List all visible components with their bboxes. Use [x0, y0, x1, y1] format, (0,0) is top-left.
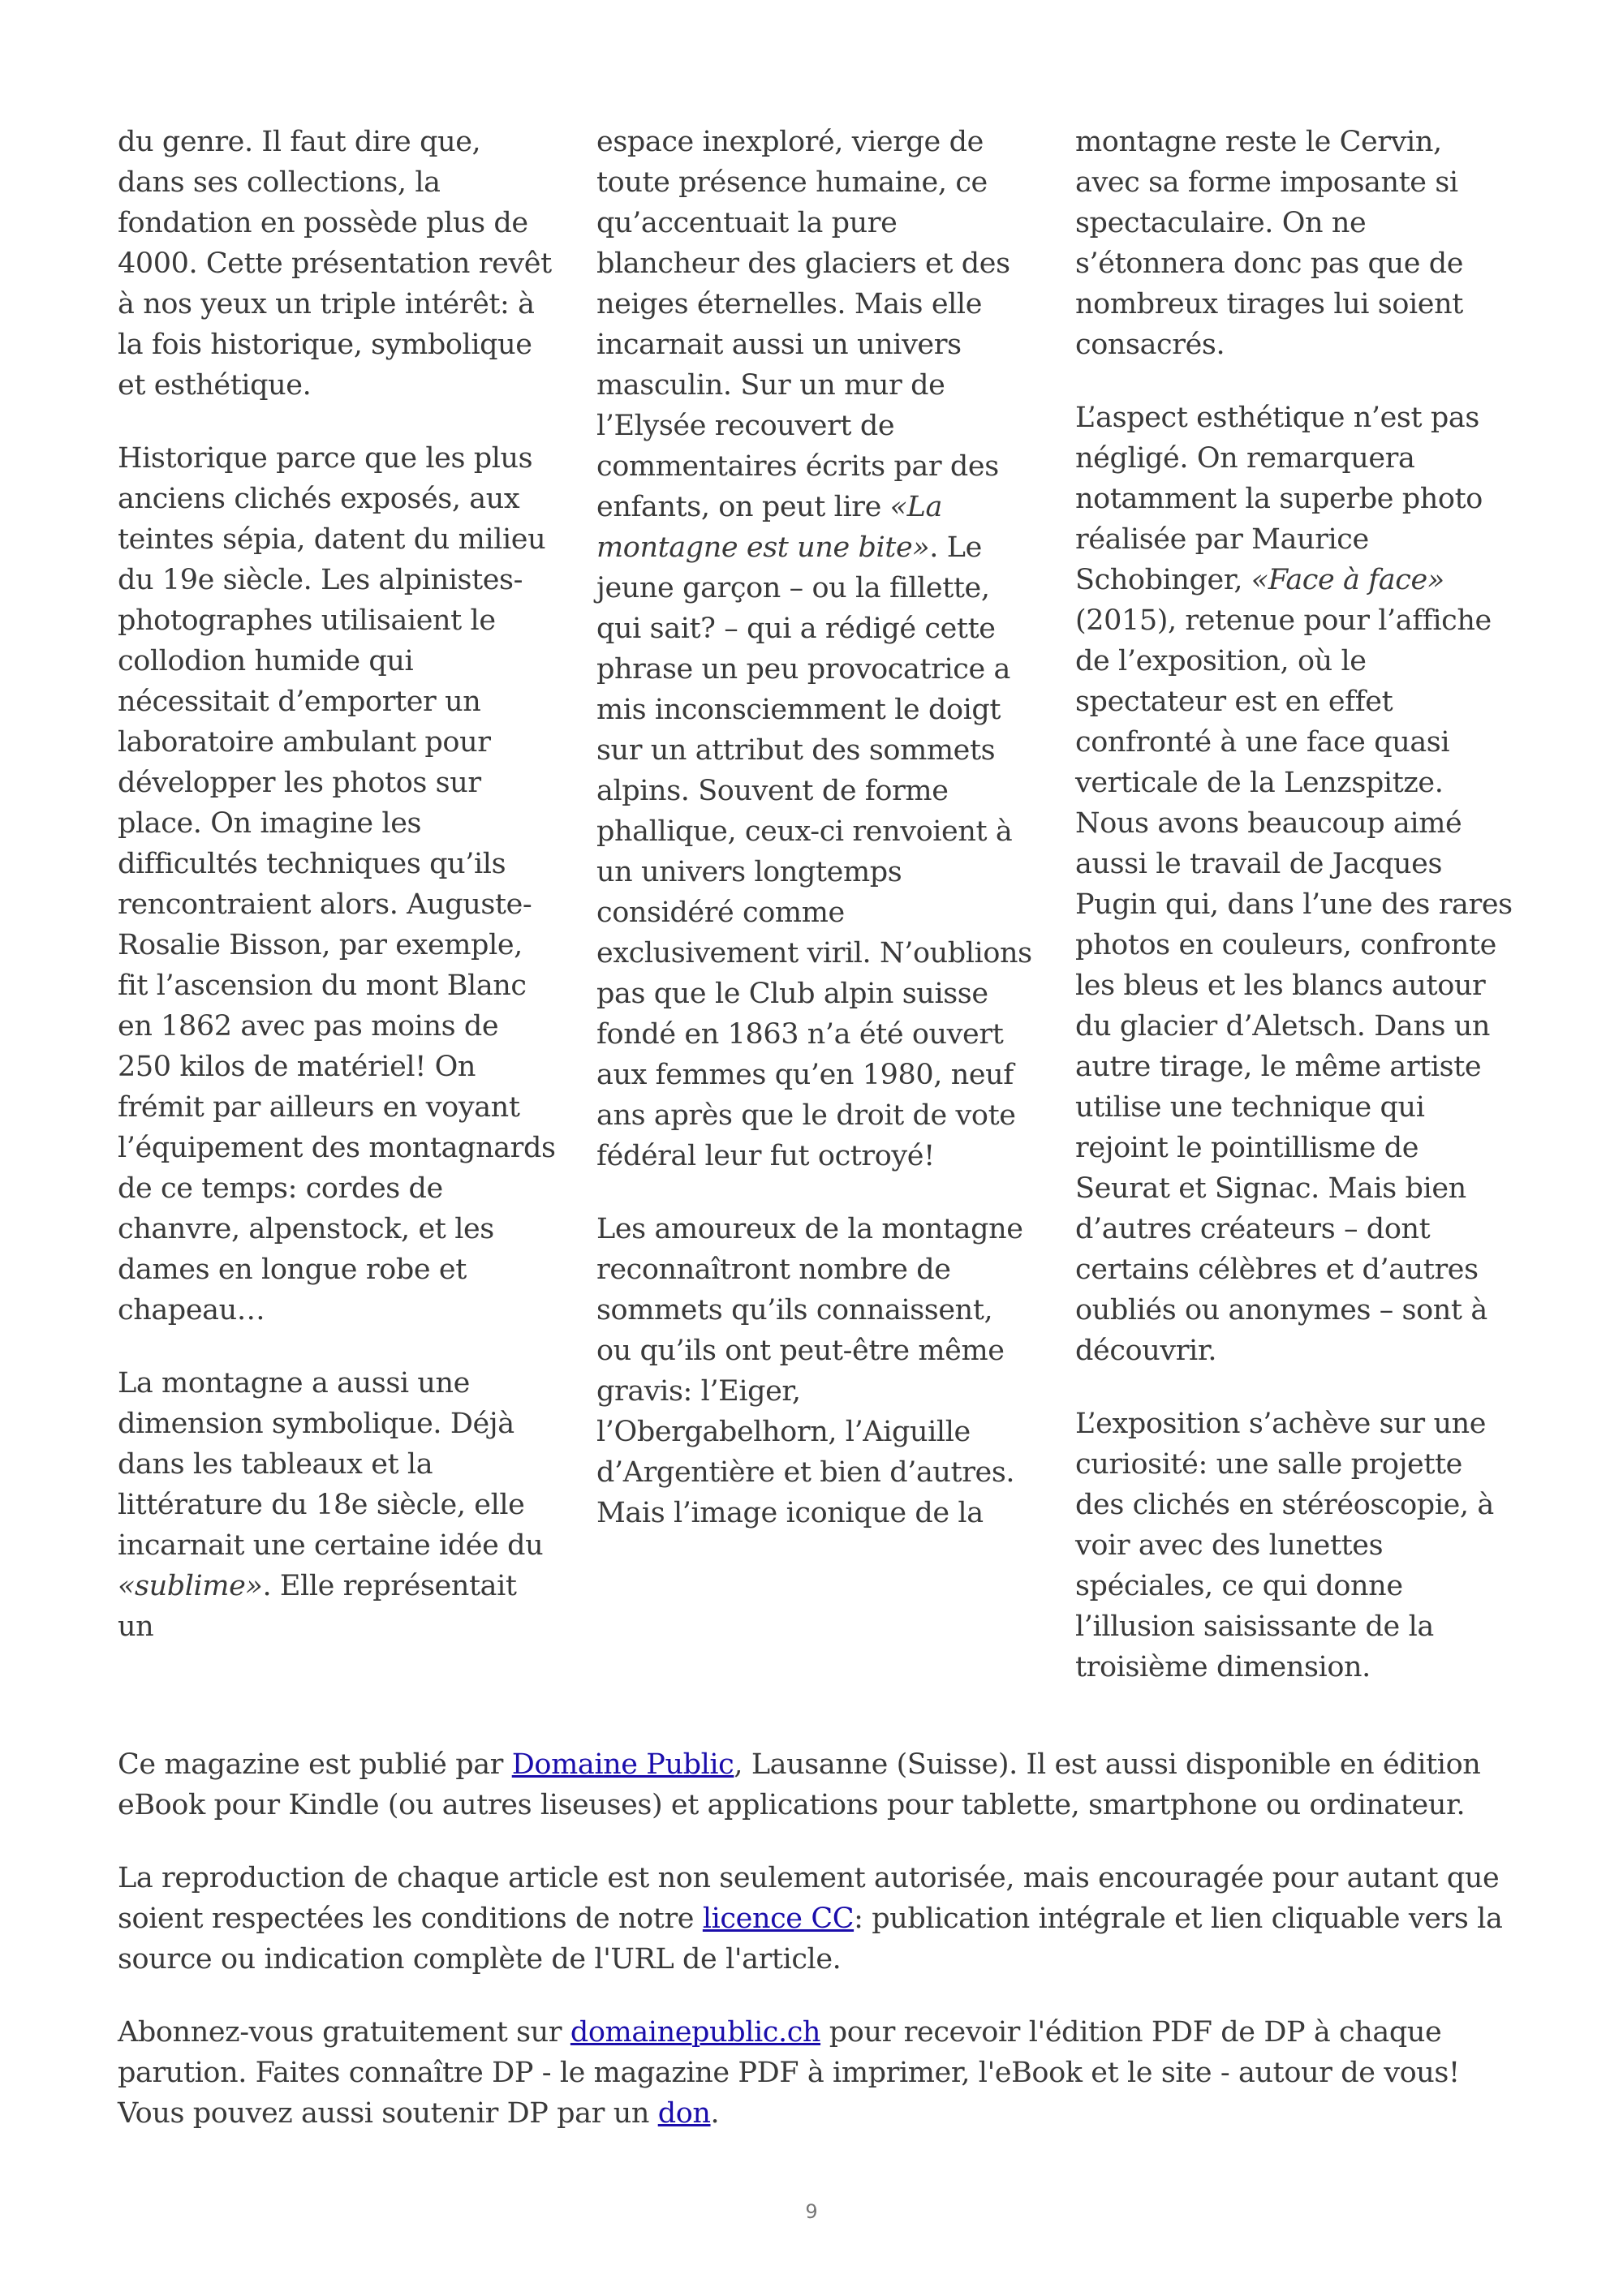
paragraph — [1075, 398, 1513, 1371]
page-number: 9 — [805, 2200, 818, 2223]
paragraph-text: L’aspect esthétique n’est pas négligé. On remarquera notamment la superbe photo réalisée par Maurice Schobinger, — [1075, 402, 1483, 596]
paragraph-text: . Le jeune garçon – ou la fillette, qui sait? – qui a rédigé cette phrase un peu provocatrice a mis inconsciemment le doigt sur un attribut des sommets alpins. Souvent de forme phallique, ceux-ci renvoient à un univers longtemps considéré comme exclusivement viril. N’oublions pas que le Club alpin suisse fondé en 1863 n’a été ouvert aux femmes qu’en 1980, neuf ans après que le droit de vote fédéral leur fut octroyé! — [596, 531, 1032, 1172]
footer-text: Ce magazine est publié par — [118, 1748, 512, 1781]
paragraph-text: montagne reste le Cervin, avec sa forme imposante si spectaculaire. On ne s’étonnera donc pas que de nombreux tirages lui soient consacrés. — [1075, 126, 1464, 361]
domainepublic-site-link[interactable]: domainepublic.ch — [570, 2016, 821, 2049]
paragraph — [596, 1209, 1035, 1533]
article-columns — [118, 122, 1513, 1720]
footer-paragraph — [118, 2012, 1513, 2134]
paragraph — [118, 438, 556, 1331]
paragraph — [1075, 122, 1513, 365]
paragraph-text: L’exposition s’achève sur une curiosité: une salle projette des clichés en stéréoscopie, à voir avec des lunettes spéciales, ce qui donne l’illusion saisissante de la troisième dimension. — [1075, 1408, 1494, 1683]
paragraph-text: Les amoureux de la montagne reconnaîtront nombre de sommets qu’ils connaissent, ou qu’ils ont peut-être même gravis: l’Eiger, l’Obergabelhorn, l’Aiguille d’Argentière et bien d’autres. Mais l’image iconique de la — [596, 1213, 1023, 1529]
article-column-1 — [118, 122, 556, 1720]
donation-link[interactable]: don — [657, 2097, 711, 2130]
paragraph-text: du genre. Il faut dire que, dans ses collections, la fondation en possède plus de 4000. Cette présentation revêt à nos yeux un triple intérêt: à la fois historique, symbolique et esthétique. — [118, 126, 552, 402]
licence-cc-link[interactable]: licence CC — [702, 1903, 855, 1935]
quote-emphasis: «Face à face» — [1251, 564, 1444, 596]
footer-paragraph — [118, 1858, 1513, 1980]
footer-text: Abonnez-vous gratuitement sur — [118, 2016, 570, 2049]
paragraph-text: (2015), retenue pour l’affiche de l’exposition, où le spectateur est en effet confronté à une face quasi verticale de la Lenzspitze. Nous avons beaucoup aimé aussi le travail de Jacques Pugin qui, dans l’une des rares photos en couleurs, confronte les bleus et les blancs autour du glacier d’Aletsch. Dans un autre tirage, le même artiste utilise une technique qui rejoint le pointillisme de Seurat et Signac. Mais bien d’autres créateurs – dont certains célèbres et d’autres oubliés ou anonymes – sont à découvrir. — [1075, 604, 1513, 1367]
paragraph — [118, 122, 556, 406]
paragraph-text: . Elle représentait un — [118, 1570, 517, 1643]
paragraph — [596, 122, 1035, 1176]
footer-text: : publication intégrale et lien cliquable vers la source ou indication complète de l'URL de l'article. — [118, 1903, 1503, 1976]
article-column-2 — [596, 122, 1035, 1720]
publisher-footer — [118, 1744, 1513, 2166]
paragraph-text: Historique parce que les plus anciens clichés exposés, aux teintes sépia, datent du milieu du 19e siècle. Les alpinistes-photographes utilisaient le collodion humide qui nécessitait d’emporter un laboratoire ambulant pour développer les photos sur place. On imagine les difficultés techniques qu’ils rencontraient alors. Auguste-Rosalie Bisson, par exemple, fit l’ascension du mont Blanc en 1862 avec pas moins de 250 kilos de matériel! On frémit par ailleurs en voyant l’équipement des montagnards de ce temps: cordes de chanvre, alpenstock, et les dames en longue robe et chapeau… — [118, 442, 556, 1326]
paragraph-text: espace inexploré, vierge de toute présence humaine, ce qu’accentuait la pure blancheur des glaciers et des neiges éternelles. Mais elle incarnait aussi un univers masculin. Sur un mur de l’Elysée recouvert de commentaires écrits par des enfants, on peut lire — [596, 126, 1010, 523]
domaine-public-link[interactable]: Domaine Public — [511, 1748, 734, 1781]
footer-text: . — [710, 2097, 720, 2130]
footer-paragraph — [118, 1744, 1513, 1825]
quote-emphasis: «La montagne est une bite» — [596, 491, 942, 564]
footer-text: pour recevoir l'édition PDF de DP à chaque parution. Faites connaître DP - le magazine PDF à imprimer, l'eBook et le site - autour de vous! Vous pouvez aussi soutenir DP par un — [118, 2016, 1460, 2130]
article-column-3 — [1075, 122, 1513, 1720]
paragraph — [1075, 1404, 1513, 1688]
paragraph-text: La montagne a aussi une dimension symbolique. Déjà dans les tableaux et la littérature du 18e siècle, elle incarnait une certaine idée du — [118, 1367, 544, 1562]
paragraph — [118, 1363, 556, 1647]
footer-text: , Lausanne (Suisse). Il est aussi disponible en édition eBook pour Kindle (ou autres liseuses) et applications pour tablette, smartphone ou ordinateur. — [118, 1748, 1481, 1821]
footer-text: La reproduction de chaque article est non seulement autorisée, mais encouragée pour autant que soient respectées les conditions de notre — [118, 1862, 1500, 1935]
quote-emphasis: «sublime» — [118, 1570, 263, 1602]
